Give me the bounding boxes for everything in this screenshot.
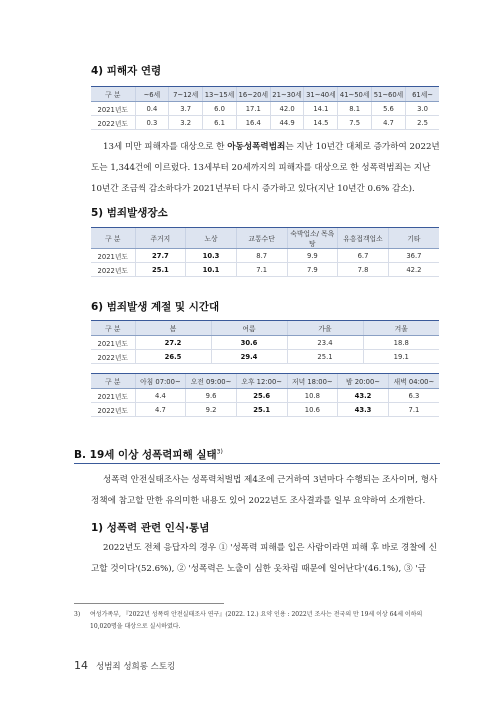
table-cell: 18.8 (363, 336, 439, 350)
table-header-cell: 7~12세 (169, 87, 203, 102)
table-cell: 14.5 (304, 116, 338, 130)
table-header-cell: 구 분 (91, 374, 135, 389)
table-row (91, 389, 439, 403)
table-cell: 7.9 (287, 263, 338, 277)
table-cell: 43.2 (338, 389, 389, 403)
table-header-cell: 51~60세 (372, 87, 406, 102)
section-b-underline (74, 463, 440, 464)
table-cell: 2022년도 (91, 116, 135, 130)
table-row (91, 263, 439, 277)
footnote-text: 여성가족부, 『2022년 성폭력 안전실태조사 연구』(2022. 12.) 요약 인용 : 2022년 조사는 전국의 만 19세 이상 64세 이하의 10,020명을 대상으로 실시하였다. (90, 611, 423, 630)
table-cell: 25.1 (287, 350, 363, 364)
season-table (91, 320, 439, 364)
table-cell: 19.1 (363, 350, 439, 364)
table-header-cell: 구 분 (91, 321, 135, 336)
table-cell: 7.8 (338, 263, 389, 277)
table-cell: 29.4 (211, 350, 287, 364)
table-cell: 23.4 (287, 336, 363, 350)
footnote-divider (74, 603, 224, 604)
table-cell: 43.3 (338, 403, 389, 417)
section-b-paragraph: 성폭력 안전실태조사는 성폭력처벌법 제4조에 근거하여 3년마다 수행되는 조사이며, 형사정책에 참고할 만한 유의미한 내용도 있어 2022년도 조사결과를 일부 요약하여 소개한다. (91, 475, 438, 506)
subsection-title-perception: 1) 성폭력 관련 인식·통념 (91, 522, 210, 534)
table-header-cell: 61세~ (405, 87, 439, 102)
table-header-cell: 기타 (388, 228, 439, 249)
table-header-cell: 구 분 (91, 228, 135, 249)
table-header-cell: 노상 (186, 228, 237, 249)
table-cell: 10.1 (186, 263, 237, 277)
table-cell: 27.7 (135, 249, 186, 263)
table-header-cell: ~6세 (135, 87, 169, 102)
table-cell: 0.3 (135, 116, 169, 130)
table-cell: 25.1 (135, 263, 186, 277)
table-header-cell: 구 분 (91, 87, 135, 102)
table-row (91, 249, 439, 263)
table-cell: 4.4 (135, 389, 186, 403)
table-header-cell: 밤 20:00~ (338, 374, 389, 389)
table-cell: 4.7 (135, 403, 186, 417)
table-cell: 2022년도 (91, 350, 135, 364)
table-cell: 8.7 (236, 249, 287, 263)
table-cell: 2021년도 (91, 249, 135, 263)
paragraph-text: 는 지난 10년간 대체로 증가하여 2022년도는 1,344건에 이르렀다. 13세부터 20세까지의 피해자를 대상으로 한 성폭력범죄는 지난 10년간 조금씩 감소하다가 2021년부터 다시 증가하고 있다(지난 10년간 0.6% 감소). (91, 142, 440, 194)
table-cell: 25.1 (236, 403, 287, 417)
table-cell: 26.5 (135, 350, 211, 364)
footer-title: 성범죄 성희롱 스토킹 (96, 661, 176, 672)
table-cell: 8.1 (338, 102, 372, 116)
section-title-season-time: 6) 범죄발생 계절 및 시간대 (91, 301, 220, 313)
table-row (91, 403, 439, 417)
section-b-heading (74, 447, 434, 462)
crime-location-table (91, 227, 439, 277)
table-cell: 36.7 (388, 249, 439, 263)
table-row (91, 116, 439, 130)
table-cell: 2021년도 (91, 336, 135, 350)
table-header-cell: 오전 09:00~ (186, 374, 237, 389)
footnote (74, 609, 440, 633)
table-header-cell: 교통수단 (236, 228, 287, 249)
page-footer (74, 659, 175, 672)
section-b-title: B. 19세 이상 성폭력피해 실태 (74, 449, 217, 461)
time-table (91, 373, 439, 417)
table-cell: 10.8 (287, 389, 338, 403)
table-cell: 7.5 (338, 116, 372, 130)
table-cell: 3.0 (405, 102, 439, 116)
table-cell: 6.7 (338, 249, 389, 263)
table-header-cell: 13~15세 (203, 87, 237, 102)
table-header-cell: 오후 12:00~ (236, 374, 287, 389)
table-cell: 9.2 (186, 403, 237, 417)
table-cell: 17.1 (236, 102, 270, 116)
footnote-number: 3) (74, 611, 81, 618)
section-title-victim-age: 4) 피해자 연령 (91, 65, 162, 77)
page-number: 14 (74, 659, 88, 672)
table-cell: 2022년도 (91, 403, 135, 417)
table-cell: 42.2 (388, 263, 439, 277)
table-cell: 3.2 (169, 116, 203, 130)
table-cell: 2021년도 (91, 102, 135, 116)
table-header-cell: 봄 (135, 321, 211, 336)
table-header-cell: 숙박업소/ 목욕탕 (287, 228, 338, 249)
victim-age-table (91, 86, 439, 130)
paragraph-text: 13세 미만 피해자를 대상으로 한 (103, 142, 228, 152)
table-cell: 2021년도 (91, 389, 135, 403)
table-cell: 16.4 (236, 116, 270, 130)
table-header-cell: 31~40세 (304, 87, 338, 102)
table-cell: 0.4 (135, 102, 169, 116)
table-header-cell: 주거지 (135, 228, 186, 249)
table-header-cell: 41~50세 (338, 87, 372, 102)
table-cell: 10.6 (287, 403, 338, 417)
table-cell: 7.1 (388, 403, 439, 417)
table-cell: 3.7 (169, 102, 203, 116)
table-cell: 44.9 (270, 116, 304, 130)
table-header-cell: 여름 (211, 321, 287, 336)
table-header-cell: 저녁 18:00~ (287, 374, 338, 389)
table-cell: 6.0 (203, 102, 237, 116)
footnote-ref: 3) (216, 448, 223, 456)
table-cell: 6.3 (388, 389, 439, 403)
table-header-cell: 가을 (287, 321, 363, 336)
table-cell: 10.3 (186, 249, 237, 263)
section-title-crime-location: 5) 범죄발생장소 (91, 207, 168, 219)
subsection-paragraph: 2022년도 전체 응답자의 경우 ① '성폭력 피해를 입은 사람이라면 피해 후 바로 경찰에 신고할 것이다'(52.6%), ② '성폭력은 노출이 심한 옷차림 때문에 일어난다'(46.1%), ③ '금 (91, 543, 437, 574)
table-row (91, 336, 439, 350)
table-cell: 2.5 (405, 116, 439, 130)
table-row (91, 102, 439, 116)
table-cell: 14.1 (304, 102, 338, 116)
table-header-cell: 아침 07:00~ (135, 374, 186, 389)
emphasized-text: 아동성폭력범죄 (227, 142, 286, 152)
table-cell: 6.1 (203, 116, 237, 130)
table-cell: 5.6 (372, 102, 406, 116)
table-row (91, 350, 439, 364)
table-header-cell: 새벽 04:00~ (388, 374, 439, 389)
table-cell: 25.6 (236, 389, 287, 403)
table-cell: 9.6 (186, 389, 237, 403)
table-cell: 42.0 (270, 102, 304, 116)
table-header-cell: 유흥접객업소 (338, 228, 389, 249)
table-cell: 27.2 (135, 336, 211, 350)
table-cell: 4.7 (372, 116, 406, 130)
table-cell: 9.9 (287, 249, 338, 263)
table-header-cell: 21~30세 (270, 87, 304, 102)
table-header-cell: 16~20세 (236, 87, 270, 102)
table-cell: 7.1 (236, 263, 287, 277)
table-cell: 30.6 (211, 336, 287, 350)
table-cell: 2022년도 (91, 263, 135, 277)
victim-age-paragraph (91, 137, 440, 200)
table-header-cell: 겨울 (363, 321, 439, 336)
